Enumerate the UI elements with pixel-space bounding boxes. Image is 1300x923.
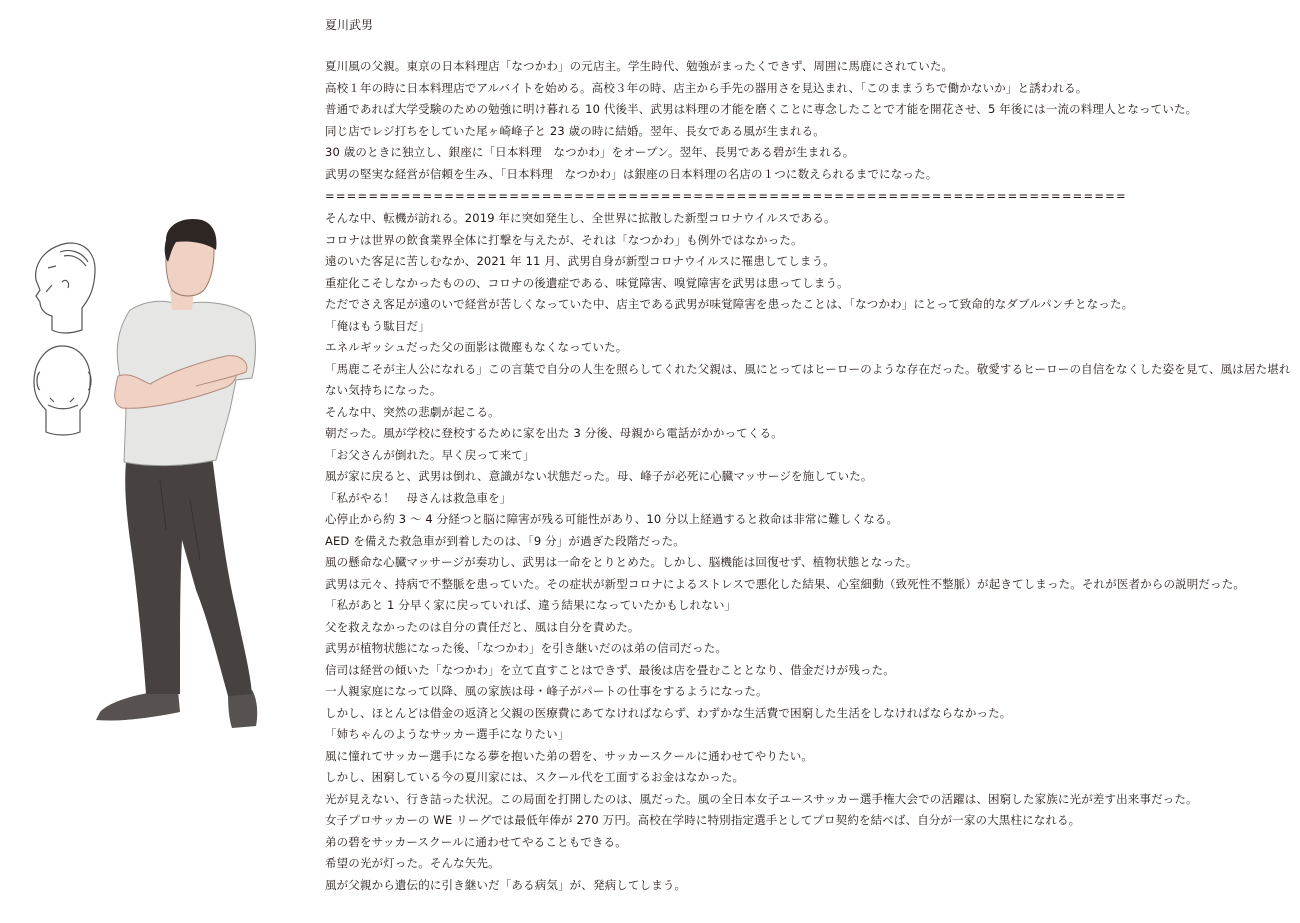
story-line: 「お父さんが倒れた。早く戻って来て」 <box>325 447 535 462</box>
pants <box>125 456 252 696</box>
story-line: そんな中、突然の悲劇が起こる。 <box>325 404 500 419</box>
story-line: そんな中、転機が訪れる。2019 年に突如発生し、全世界に拡散した新型コロナウイルスである。 <box>325 211 836 225</box>
story-line: 風が父親から遺伝的に引き継いだ「ある病気」が、発病してしまう。 <box>325 877 687 892</box>
story-line: 父を救えなかったのは自分の責任だと、風は自分を責めた。 <box>325 619 640 634</box>
section-separator: ========================================================================== <box>325 189 1127 203</box>
background-line: 夏川風の父親。東京の日本料理店「なつかわ」の元店主。学生時代、勉強がまったくできず、周囲に馬鹿にされていた。 <box>325 59 954 73</box>
story-line: エネルギッシュだった父の面影は微塵もなくなっていた。 <box>325 340 628 354</box>
head-side-sketch-icon <box>36 243 95 333</box>
story-section <box>325 208 1295 896</box>
background-line: 高校１年の時に日本料理店でアルバイトを始める。高校３年の時、店主から手先の器用さを見込まれ、「このままうちで働かないか」と誘われる。 <box>325 80 1088 95</box>
story-line: 「姉ちゃんのようなサッカー選手になりたい」 <box>325 727 570 741</box>
spacer <box>325 34 1295 56</box>
story-line: 「私があと 1 分早く家に戻っていれば、違う結果になっていたかもしれない」 <box>325 598 737 612</box>
story-line: 風の懸命な心臓マッサージが奏功し、武男は一命をとりとめた。しかし、脳機能は回復せず、植物状態となった。 <box>325 555 918 569</box>
story-line: 風が家に戻ると、武男は倒れ、意識がない状態だった。母、峰子が必死に心臓マッサージを施していた。 <box>325 469 873 483</box>
background-line: 同じ店でレジ打ちをしていた尾ヶ崎峰子と 23 歳の時に結婚。翌年、長女である風が生まれる。 <box>325 123 825 138</box>
character-standing-figure <box>96 219 257 728</box>
story-line: 重症化こそしなかったものの、コロナの後遺症である、味覚障害、嗅覚障害を武男は患ってしまう。 <box>325 275 849 290</box>
story-line: AED を備えた救急車が到着したのは、「9 分」が過ぎた段階だった。 <box>325 533 685 548</box>
left-shoe <box>96 690 180 721</box>
story-line: ただでさえ客足が遠のいで経営が苦しくなっていた中、店主である武男が味覚障害を患ったことは、「なつかわ」にとって致命的なダブルパンチとなった。 <box>325 297 1134 311</box>
story-line: 風に憧れてサッカー選手になる夢を抱いた弟の碧を、サッカースクールに通わせてやりたい。 <box>325 748 814 763</box>
story-line: コロナは世界の飲食業界全体に打撃を与えたが、それは「なつかわ」も例外ではなかった。 <box>325 232 803 247</box>
story-line: 「俺はもう駄目だ」 <box>325 318 430 333</box>
story-line: 希望の光が灯った。そんな矢先。 <box>325 856 500 870</box>
character-illustration-area <box>0 0 300 919</box>
story-line: 一人親家庭になって以降、風の家族は母・峰子がパートの仕事をするようになった。 <box>325 684 768 698</box>
story-line: 「私がやる！ 母さんは救急車を」 <box>325 490 512 505</box>
story-line: 心停止から約 3 〜 4 分経つと脳に障害が残る可能性があり、10 分以上経過すると救命は非常に難しくなる。 <box>325 512 899 526</box>
story-line: 信司は経営の傾いた「なつかわ」を立て直すことはできず、最後は店を畳むこととなり、借金だけが残った。 <box>325 662 895 677</box>
story-line: 女子プロサッカーの WE リーグでは最低年俸が 270 万円。高校在学時に特別指定選手としてプロ契約を結べば、自分が一家の大黒柱になれる。 <box>325 813 1081 827</box>
story-line: 弟の碧をサッカースクールに通わせてやることもできる。 <box>325 834 627 849</box>
head-back-sketch-icon <box>34 346 91 435</box>
story-line: しかし、困窮している今の夏川家には、スクール代を工面するお金はなかった。 <box>325 770 745 784</box>
story-line: 武男は元々、持病で不整脈を患っていた。その症状が新型コロナによるストレスで悪化した結果、心室細動（致死性不整脈）が起きてしまった。それが医者からの説明だった。 <box>325 576 1245 591</box>
story-line: しかし、ほとんどは借金の返済と父親の医療費にあてなければならず、わずかな生活費で困窮した生活をしなければならなかった。 <box>325 705 1012 720</box>
story-line: 朝だった。風が学校に登校するために家を出た 3 分後、母親から電話がかかってくる。 <box>325 426 783 440</box>
right-shoe <box>228 690 257 728</box>
story-line: 武男が植物状態になった後、「なつかわ」を引き継いだのは弟の信司だった。 <box>325 641 727 655</box>
background-section <box>325 56 1295 185</box>
character-name: 夏川武男 <box>325 18 374 32</box>
story-line: 光が見えない、行き詰った状況。この局面を打開したのは、風だった。風の全日本女子ユースサッカー選手権大会での活躍は、困窮した家族に光が差す出来事だった。 <box>325 791 1198 806</box>
background-line: 30 歳のときに独立し、銀座に「日本料理 なつかわ」をオープン。翌年、長男である碧が生まれる。 <box>325 145 855 159</box>
character-illustration <box>0 0 300 919</box>
story-line: 遠のいた客足に苦しむなか、2021 年 11 月、武男自身が新型コロナウイルスに罹患してしまう。 <box>325 254 835 268</box>
character-profile-text <box>325 16 1295 896</box>
background-line: 普通であれば大学受験のための勉強に明け暮れる 10 代後半、武男は料理の才能を磨くことに専念したことで才能を開花させ、5 年後には一流の料理人となっていた。 <box>325 102 1198 116</box>
story-line: 「馬鹿こそが主人公になれる」この言葉で自分の人生を照らしてくれた父親は、風にとってはヒーローのような存在だった。敬愛するヒーローの自信をなくした姿を見て、風は居た堪れない気持ちになった。 <box>325 361 1291 397</box>
background-line: 武男の堅実な経営が信頼を生み、「日本料理 なつかわ」は銀座の日本料理の名店の１つに数えられるまでになった。 <box>325 166 938 181</box>
